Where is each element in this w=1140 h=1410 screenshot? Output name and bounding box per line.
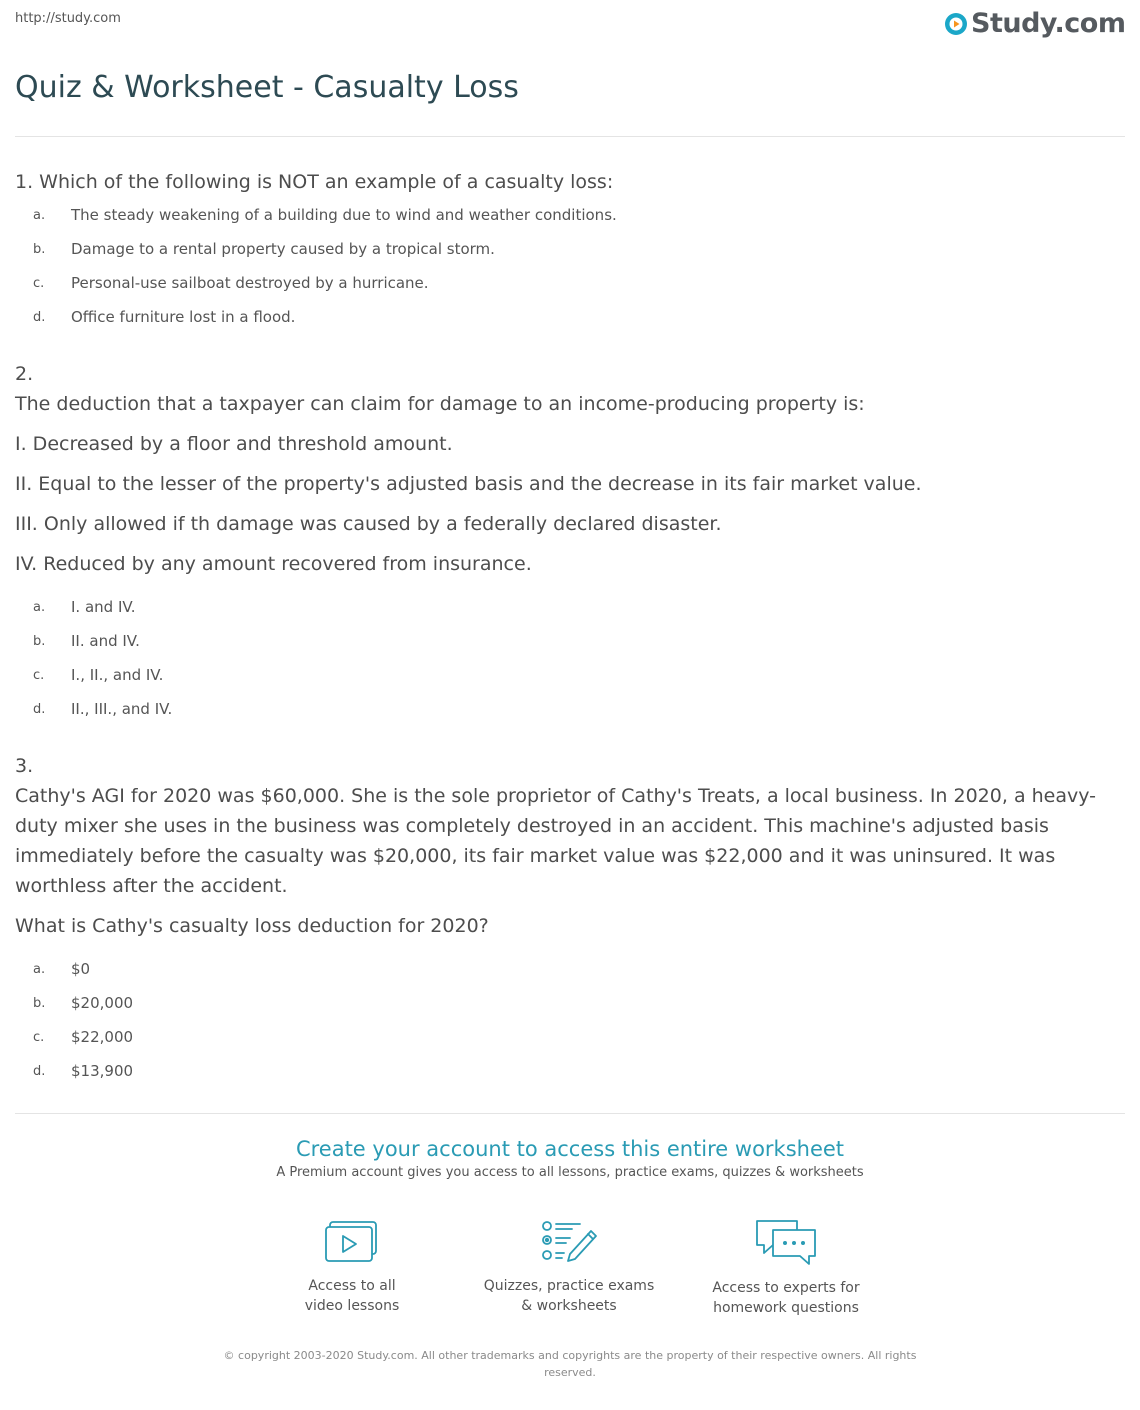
question-2 <box>15 359 1125 589</box>
feature-label: & worksheets <box>521 1298 617 1314</box>
statement: I. Decreased by a floor and threshold amount. <box>15 433 453 455</box>
site-url[interactable]: http://study.com <box>15 11 121 26</box>
answer-option <box>15 1020 133 1054</box>
option-text: $0 <box>71 960 91 978</box>
option-text: $13,900 <box>71 1062 134 1080</box>
answer-option <box>15 658 163 692</box>
option-text: I., II., and IV. <box>71 666 164 684</box>
answer-option <box>15 232 495 266</box>
option-text: I. and IV. <box>71 598 136 616</box>
statement: IV. Reduced by any amount recovered from insurance. <box>15 553 532 575</box>
divider <box>15 1113 1125 1114</box>
video-play-icon <box>324 1218 380 1264</box>
feature-label: Access to experts for <box>712 1280 860 1296</box>
option-letter: c. <box>33 667 45 683</box>
chat-bubbles-icon <box>753 1218 819 1266</box>
option-letter: d. <box>33 1063 46 1079</box>
option-letter: c. <box>33 275 45 291</box>
option-text: $22,000 <box>71 1028 134 1046</box>
option-letter: a. <box>33 599 46 615</box>
option-letter: d. <box>33 309 46 325</box>
option-letter: b. <box>33 633 46 649</box>
answer-option <box>15 692 172 726</box>
option-letter: a. <box>33 207 46 223</box>
option-text: Damage to a rental property caused by a tropical storm. <box>71 240 495 258</box>
option-letter: a. <box>33 961 46 977</box>
option-text: II., III., and IV. <box>71 700 173 718</box>
divider <box>15 136 1125 137</box>
question-3-prompt: What is Cathy's casualty loss deduction for 2020? <box>15 915 489 937</box>
answer-option <box>15 198 617 232</box>
option-letter: b. <box>33 241 46 257</box>
answer-option <box>15 590 135 624</box>
answer-option <box>15 266 429 300</box>
question-2-text: The deduction that a taxpayer can claim for damage to an income-producing property is: <box>15 393 865 415</box>
statement: III. Only allowed if th damage was caused by a federally declared disaster. <box>15 513 722 535</box>
feature-label: homework questions <box>713 1300 859 1316</box>
question-number: 3. <box>15 755 34 777</box>
copyright-footer: © copyright 2003-2020 Study.com. All other trademarks and copyrights are the property of their respective owners. All rights reserved. <box>223 1349 917 1379</box>
option-text: $20,000 <box>71 994 134 1012</box>
option-text: II. and IV. <box>71 632 140 650</box>
feature-video-lessons <box>242 1218 462 1316</box>
question-3 <box>15 751 1125 951</box>
answer-option <box>15 952 90 986</box>
feature-experts <box>676 1218 896 1318</box>
page-title: Quiz & Worksheet - Casualty Loss <box>15 70 519 105</box>
question-3-text: Cathy's AGI for 2020 was $60,000. She is the sole proprietor of Cathy's Treats, a local business. In 2020, a heavy-duty mixer she uses in the business was completely destroyed in an accident. This machine's adjusted basis immediately before the casualty was $20,000, its fair market value was $22,000 and it was uninsured. It was worthless after the accident. <box>15 785 1097 897</box>
cta-title[interactable]: Create your account to access this entire worksheet <box>295 1137 845 1161</box>
answer-option <box>15 300 295 334</box>
option-text: Personal-use sailboat destroyed by a hurricane. <box>71 274 429 292</box>
cta-subtitle: A Premium account gives you access to all lessons, practice exams, quizzes & worksheets <box>276 1165 864 1180</box>
question-number: 2. <box>15 363 34 385</box>
answer-option <box>15 1054 133 1088</box>
signup-cta <box>0 1133 1140 1180</box>
feature-label: Quizzes, practice exams <box>483 1278 655 1294</box>
option-letter: d. <box>33 701 46 717</box>
option-text: The steady weakening of a building due to wind and weather conditions. <box>71 206 617 224</box>
option-letter: b. <box>33 995 46 1011</box>
answer-option <box>15 624 140 658</box>
study-logo[interactable] <box>944 8 1125 40</box>
option-text: Office furniture lost in a flood. <box>71 308 296 326</box>
quiz-checklist-icon <box>540 1218 598 1264</box>
feature-label: video lessons <box>304 1298 400 1314</box>
statement: II. Equal to the lesser of the property's adjusted basis and the decrease in its fair market value. <box>15 473 922 495</box>
feature-quizzes <box>459 1218 679 1316</box>
question-1-text: 1. Which of the following is NOT an example of a casualty loss: <box>15 171 614 193</box>
logo-play-icon <box>944 12 968 36</box>
option-letter: c. <box>33 1029 45 1045</box>
answer-option <box>15 986 133 1020</box>
feature-label: Access to all <box>308 1278 396 1294</box>
logo-text: Study.com <box>971 8 1126 39</box>
